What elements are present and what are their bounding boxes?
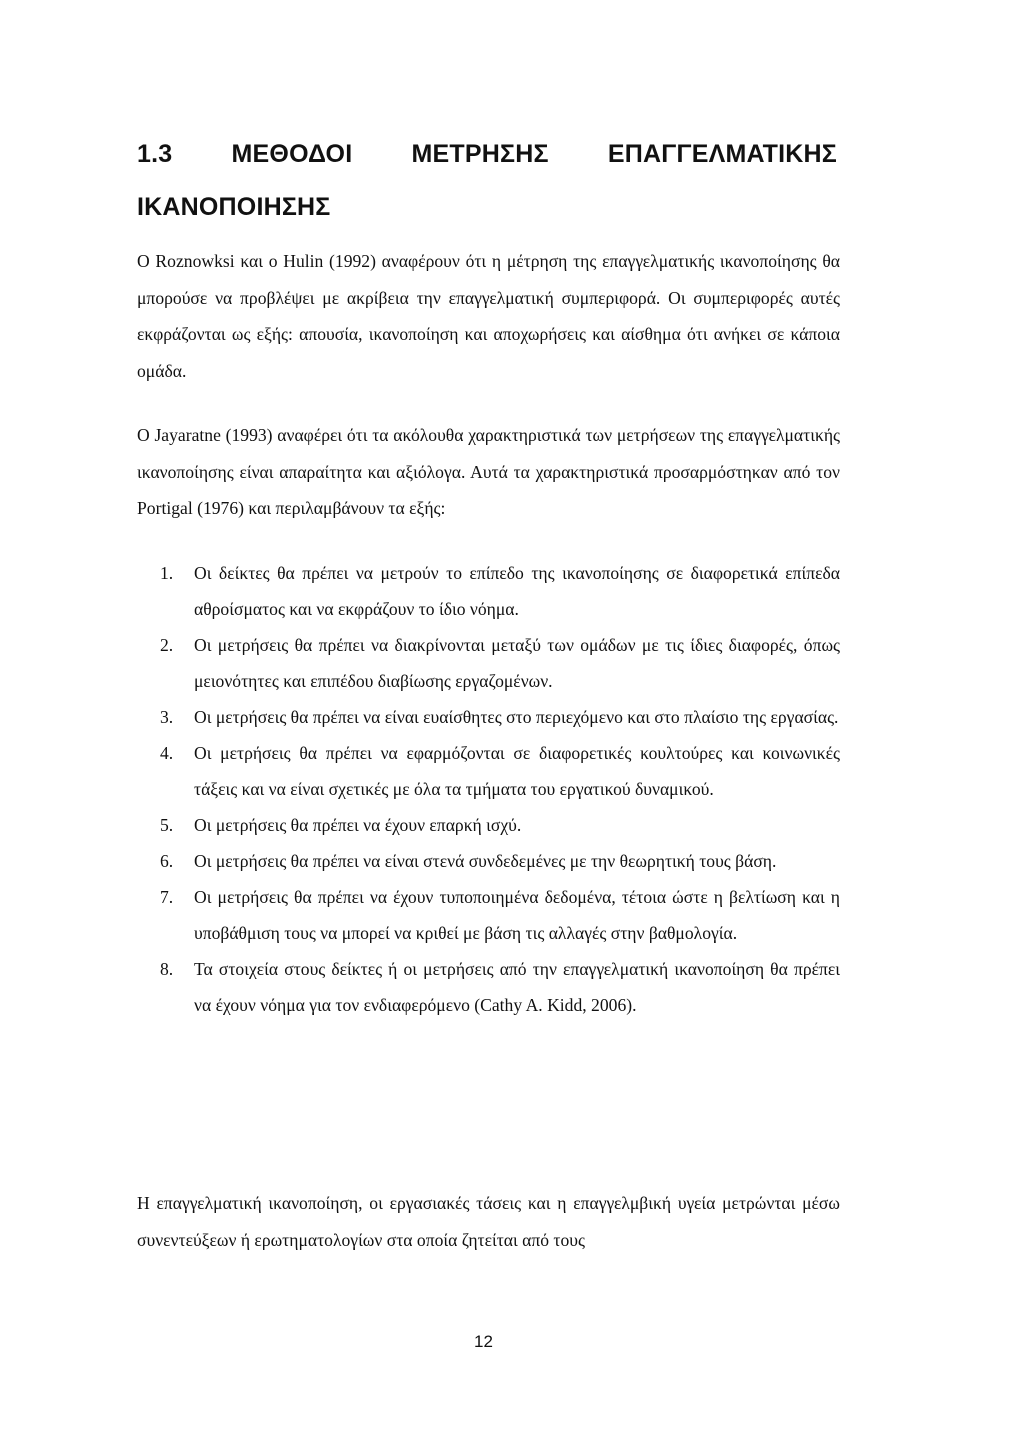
list-item <box>137 807 840 843</box>
list-item <box>137 951 840 1023</box>
list-item-text: Οι μετρήσεις θα πρέπει να έχουν επαρκή ισχύ. <box>194 815 522 835</box>
list-item-text: Τα στοιχεία στους δείκτες ή οι μετρήσεις από την επαγγελματική ικανοποίηση θα πρέπει να έχουν νόημα για τον ενδιαφερόμενο (Cathy A. Kidd, 2006). <box>194 959 840 1015</box>
section-heading-line-2: ΙΚΑΝΟΠΟΙΗΣΗΣ <box>137 193 331 221</box>
section-heading-line-1 <box>137 128 837 181</box>
list-item-text: Οι μετρήσεις θα πρέπει να έχουν τυποποιημένα δεδομένα, τέτοια ώστε η βελτίωση και η υποβάθμιση τους να μπορεί να κριθεί με βάση τις αλλαγές στην βαθμολογία. <box>194 887 840 943</box>
section-heading-word: ΕΠΑΓΓΕΛΜΑΤΙΚΗΣ <box>607 140 837 168</box>
criteria-list <box>137 555 840 1023</box>
list-item <box>137 555 840 627</box>
list-item <box>137 879 840 951</box>
list-item <box>137 627 840 699</box>
list-item-number: 8. <box>160 959 174 979</box>
list-item <box>137 735 840 807</box>
list-item-number: 1. <box>160 563 174 583</box>
section-heading <box>137 128 837 234</box>
list-item-number: 4. <box>160 743 174 763</box>
section-number: 1.3 <box>137 140 173 168</box>
list-item-number: 2. <box>160 635 174 655</box>
list-item-number: 7. <box>160 887 174 907</box>
list-item-number: 3. <box>160 707 174 727</box>
list-item-text: Οι μετρήσεις θα πρέπει να διακρίνονται μεταξύ των ομάδων με τις ίδιες διαφορές, όπως μειονότητες και επιπέδου διαβίωσης εργαζομένων. <box>194 635 840 691</box>
page-number-text: 12 <box>474 1332 493 1351</box>
list-item <box>137 699 840 735</box>
list-item-number: 5. <box>160 815 174 835</box>
paragraph: Ο Jayaratne (1993) αναφέρει ότι τα ακόλουθα χαρακτηριστικά των μετρήσεων της επαγγελματικής ικανοποίησης είναι απαραίτητα και αξιόλογα. Αυτά τα χαρακτηριστικά προσαρμόστηκαν από τον Portigal (1976) και περιλαμβάνουν τα εξής: <box>137 425 840 518</box>
list-item <box>137 843 840 879</box>
list-item-text: Οι μετρήσεις θα πρέπει να εφαρμόζονται σε διαφορετικές κουλτούρες και κοινωνικές τάξεις και να είναι σχετικές με όλα τα τμήματα του εργατικού δυναμικού. <box>194 743 840 799</box>
list-item-text: Οι δείκτες θα πρέπει να μετρούν το επίπεδο της ικανοποίησης σε διαφορετικά επίπεδα αθροίσματος και να εκφράζουν το ίδιο νόημα. <box>194 563 840 619</box>
section-heading-word: ΜΕΤΡΗΣΗΣ <box>411 140 549 168</box>
paragraph: Ο Roznowksi και ο Hulin (1992) αναφέρουν ότι η μέτρηση της επαγγελματικής ικανοποίησης θα μπορούσε να προβλέψει με ακρίβεια την επαγγελματική συμπεριφορά. Οι συμπεριφορές αυτές εκφράζονται ως εξής: απουσία, ικανοποίηση και αποχωρήσεις και αίσθημα ότι ανήκει σε κάποια ομάδα. <box>137 251 840 381</box>
paragraph: Η επαγγελματική ικανοποίηση, οι εργασιακές τάσεις και η επαγγελμβική υγεία μετρώνται μέσω συνεντεύξεων ή ερωτηματολογίων στα οποία ζητείται από τους <box>137 1193 840 1250</box>
list-item-text: Οι μετρήσεις θα πρέπει να είναι στενά συνδεδεμένες με την θεωρητική τους βάση. <box>194 851 777 871</box>
list-item-number: 6. <box>160 851 174 871</box>
list-item-text: Οι μετρήσεις θα πρέπει να είναι ευαίσθητες στο περιεχόμενο και στο πλαίσιο της εργασίας. <box>194 707 839 727</box>
section-heading-word: ΜΕΘΟΔΟΙ <box>231 140 353 168</box>
